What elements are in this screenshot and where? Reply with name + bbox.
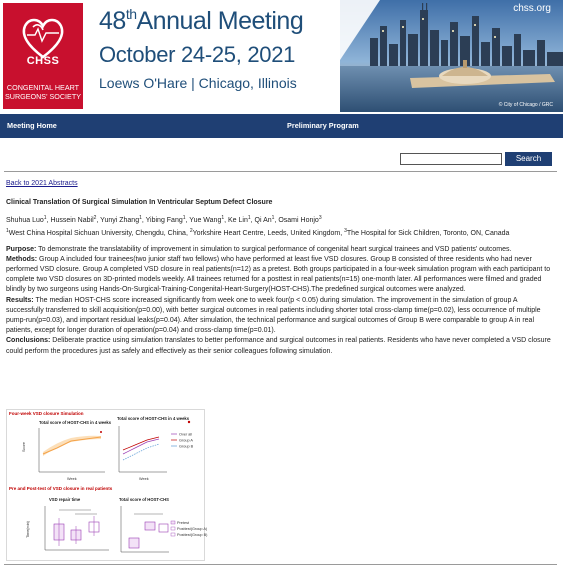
results-label: Results: [6,296,34,304]
chart2-title: Total score of HOST-CHS in 4 weeks [117,416,190,421]
chart4-legend-post-a: Posttest(Group A) [177,527,208,531]
meeting-dates: October 24-25, 2021 [99,42,296,67]
author-name: Shuhua Luo [6,217,44,225]
chart1-band [43,436,101,456]
logo-line-2: SURGEONS' SOCIETY [4,92,82,101]
affiliation-text: Yorkshire Heart Centre, Leeds, United Kingdom, [192,230,345,238]
chart4-box-post-a [145,522,155,530]
chart4-title: Total score of HOST-CHS [119,497,169,502]
results-text: The median HOST-CHS score increased significantly from week one to week four(p < 0.05) during simulation. The improvement in the simulation of group A successfully transferred to skill acquisition(p=0.00), with better surgical outcomes in real patients including shorter total cross-clamp time(p=0.02), less occurrence of multiple pump-run(p=0.03), and important residual leaks(p=0.04). After simulation, the technical performance and surgical outcomes of Group B were comparable to group A in real patients, except for longer duration of operation(p=0.04) and cross-clamp time(p=0.01). [6,296,541,335]
methods-section [6,255,555,296]
search-input[interactable] [400,153,502,165]
author-list: Shuhua Luo$^1$, Hussein Nabil$^2$, Yunyi Zhang$^1$, Yibing Fang$^1$, Yue Wang$^1$, Ke Lin$^1$, Qi An$^1$, Osami Honjo$^3$ [6,215,322,225]
site-name[interactable]: chss.org [513,3,551,14]
chart2-line-overall [123,439,159,454]
author-name: Yunyi Zhang [100,217,140,225]
chart2-legend-overall: Over all [179,432,193,437]
chart2-marker [188,421,190,423]
affiliation-text: West China Hospital Sichuan University, Chengdu, China, [8,230,190,238]
chart4-legend-post-b: Posttest(Group B) [177,533,208,537]
chart4-box-post-b [159,524,168,532]
author-affiliation-number: 1 [139,215,142,222]
author-affiliation-number: 1 [247,215,251,222]
figure-heading-bottom: Pre and Post-test of VSD closure in real patients [9,486,113,491]
abstract-title: Clinical Translation Of Surgical Simulation In Ventricular Septum Defect Closure [6,199,273,206]
conclusions-text: Deliberate practice using simulation translates to better performance and surgical outcomes in real patients. Residents who have never completed a VSD closure could perform the procedures just as safely and effectively as their senior colleagues following simulation. [6,337,551,355]
author-affiliation-number: 1 [182,215,186,222]
chart4-legend-swatch-post-b [171,533,175,536]
nav-preliminary-program[interactable]: Preliminary Program [287,121,359,130]
author-name: Qi An [254,217,272,225]
logo-abbreviation: CHSS [26,55,60,67]
chart4-legend-swatch-post-a [171,527,175,530]
methods-text: Group A included four trainees(two junior staff two fellows) who have performed at least five VSD closures. Group B consisted of three residents who had never performed VSD closure. Group A completed VSD closure in real patients(n=12) as a pretest. Both groups participated in a four-week simulation program with each participant to complete two VSD closures on 3D-printed models weekly. All trainees returned for a posttest in real patients(n=15) one-month later. All performances were filmed and graded blindly by two surgeons using Hands-On-Surgical-Training-Congenital-Heart-Surgery(HOST-CHS).The predefined surgical outcomes were analyzed. [6,255,551,294]
chart4-legend-swatch-pretest [171,521,175,524]
logo-line-1: CONGENITAL HEART [6,83,80,92]
author-affiliation-number: 1 [43,215,47,222]
author-name: Yue Wang [189,217,222,225]
back-to-abstracts-link[interactable]: Back to 2021 Abstracts [6,180,78,187]
header-banner [0,0,563,112]
chart1-y-label: Score [22,442,26,452]
affiliation-list [6,226,555,239]
author-affiliation-number: 3 [318,215,322,222]
chart1-title: Total score of HOST-CHS in 4 weeks [39,420,112,425]
author-name: Osami Honjo [278,217,319,225]
chart3-y-label: Time(min) [26,521,30,538]
chicago-skyline-image [340,0,563,112]
chart4-box-pretest [129,538,139,548]
methods-label: Methods: [6,255,38,263]
meeting-ordinal: th [125,6,137,22]
main-nav [0,114,563,138]
conclusions-label: Conclusions: [6,337,51,345]
divider-bottom [4,564,557,565]
meeting-title-text: Annual Meeting [136,7,304,35]
chart2-line-group-a [123,437,159,450]
purpose-section [6,245,555,255]
divider-top [4,171,557,172]
chart1-x-label: Week [67,477,77,481]
meeting-title [99,6,303,36]
results-section [6,296,555,337]
meeting-number: 48 [99,7,126,35]
author-name: Ke Lin [228,217,248,225]
affiliation-number: 2 [189,228,193,235]
figure-graphics [7,410,208,560]
purpose-text: To demonstrate the translatability of improvement in simulation to surgical performance of congenital heart surgical trainees and VSD patients' outcomes. [36,245,512,253]
search-button[interactable]: Search [505,152,552,166]
abstract-content [6,198,555,357]
chss-logo[interactable] [3,3,83,109]
chart2-legend-group-b: Group B [179,444,194,449]
author-name: Hussein Nabil [50,217,94,225]
nav-meeting-home[interactable]: Meeting Home [7,121,57,130]
affiliation-number: 3 [344,228,347,235]
meeting-venue: Loews O'Hare | Chicago, Illinois [99,75,297,91]
figure-heading-top: Four-week VSD closure Simulation [9,411,84,416]
affiliation-number: 1 [6,228,9,235]
purpose-label: Purpose: [6,245,37,253]
chart2-line-group-b [123,444,159,460]
author-name: Yibing Fang [145,217,183,225]
photo-credit: © City of Chicago / GRC [498,102,553,108]
chart3-title: VSD repair time [49,497,81,502]
conclusions-section [6,336,555,356]
logo-society-name [3,83,83,101]
abstract-figure[interactable] [6,409,208,561]
chart4-legend-pretest: Pretest [177,521,190,525]
chart1-marker [100,431,102,433]
author-affiliation-number: 2 [93,215,97,222]
author-affiliation-number: 1 [271,215,275,222]
author-affiliation-number: 1 [221,215,225,222]
affiliation-text: The Hospital for Sick Children, Toronto, ON, Canada [346,230,510,238]
chart2-legend-group-a: Group A [179,438,193,443]
chart2-x-label: Week [139,477,149,481]
